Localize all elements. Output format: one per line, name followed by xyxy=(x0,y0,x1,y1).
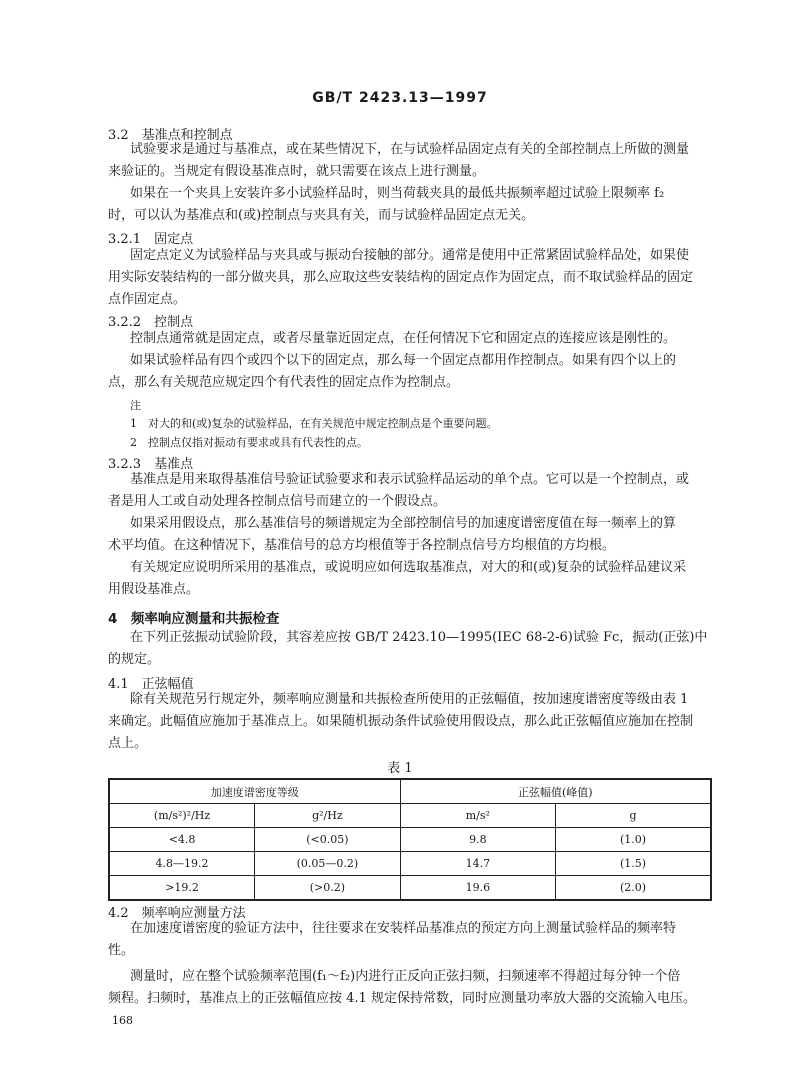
paragraph-line: 用假设基准点。 xyxy=(108,582,200,597)
paragraph-line: 如果试验样品有四个或四个以下的固定点，那么每一个固定点都用作控制点。如果有四个以上的 xyxy=(130,353,677,368)
table-cell: (2.0) xyxy=(556,876,711,901)
paragraph-line: 试验要求是通过与基准点，或在某些情况下，在与试验样品固定点有关的全部控制点上所做的测量 xyxy=(130,142,690,157)
table-group-header: 加速度谱密度等级 xyxy=(109,779,400,804)
page-number: 168 xyxy=(112,1014,133,1027)
table-cell: >19.2 xyxy=(109,876,255,901)
section-3-2-heading: 3.2 基准点和控制点 xyxy=(108,128,233,143)
table-cell: (<0.05) xyxy=(255,828,401,852)
table-row xyxy=(109,852,711,876)
table-cell: 4.8—19.2 xyxy=(109,852,255,876)
table-1 xyxy=(108,778,712,901)
table-cell: (1.5) xyxy=(556,852,711,876)
paragraph-line: 点，那么有关规范应规定四个有代表性的固定点作为控制点。 xyxy=(108,375,460,390)
note-item: 2 控制点仅指对振动有要求或具有代表性的点。 xyxy=(130,436,368,449)
table-cell: 9.8 xyxy=(400,828,555,852)
note-label: 注 xyxy=(130,399,141,412)
paragraph-line: 控制点通常就是固定点，或者尽量靠近固定点，在任何情况下它和固定点的连接应该是刚性的。 xyxy=(130,331,677,346)
table-column-header: (m/s²)²/Hz xyxy=(109,804,255,828)
paragraph-line: 如果在一个夹具上安装许多小试验样品时，则当荷载夹具的最低共振频率超过试验上限频率 f₂ xyxy=(130,186,665,201)
paragraph-line: 来确定。此幅值应施加于基准点上。如果随机振动条件试验使用假设点，那么此正弦幅值应施加在控制 xyxy=(108,714,694,729)
page-header-standard: GB/T 2423.13—1997 xyxy=(312,90,488,106)
paragraph-line: 用实际安装结构的一部分做夹具，那么应取这些安装结构的固定点作为固定点，而不取试验样品的固定 xyxy=(108,270,694,285)
section-4-1-heading: 4.1 正弦幅值 xyxy=(108,677,194,692)
paragraph-line: 频程。扫频时，基准点上的正弦幅值应按 4.1 规定保持常数，同时应测量功率放大器的交流输入电压。 xyxy=(108,991,696,1006)
table-row xyxy=(109,828,711,852)
table-cell: (1.0) xyxy=(556,828,711,852)
paragraph-line: 除有关规范另行规定外，频率响应测量和共振检查所使用的正弦幅值，按加速度谱密度等级由表 1 xyxy=(130,692,689,707)
table-column-header: g²/Hz xyxy=(255,804,401,828)
table-column-header: m/s² xyxy=(400,804,555,828)
table-cell: 14.7 xyxy=(400,852,555,876)
paragraph-line: 在加速度谱密度的验证方法中，往往要求在安装样品基准点的预定方向上测量试验样品的频率特 xyxy=(130,921,677,936)
note-item: 1 对大的和(或)复杂的试验样品，在有关规范中规定控制点是个重要问题。 xyxy=(130,417,498,430)
paragraph-line: 测量时，应在整个试验频率范围(f₁～f₂)内进行正反向正弦扫频，扫频速率不得超过每分钟一个倍 xyxy=(130,969,681,984)
table-row xyxy=(109,876,711,901)
table-column-header-row xyxy=(109,804,711,828)
paragraph-line: 点上。 xyxy=(108,736,148,751)
table-cell: (>0.2) xyxy=(255,876,401,901)
table-group-header-row xyxy=(109,779,711,804)
paragraph-line: 者是用人工或自动处理各控制点信号而建立的一个假设点。 xyxy=(108,494,447,509)
paragraph-line: 有关规定应说明所采用的基准点，或说明应如何选取基准点，对大的和(或)复杂的试验样品建议采 xyxy=(130,560,687,575)
table-column-header: g xyxy=(556,804,711,828)
paragraph-line: 点作固定点。 xyxy=(108,292,187,307)
table-cell: <4.8 xyxy=(109,828,255,852)
table-caption: 表 1 xyxy=(387,761,413,776)
table-cell: 19.6 xyxy=(400,876,555,901)
section-4-heading: 4 频率响应测量和共振检查 xyxy=(108,611,280,627)
section-3-2-3-heading: 3.2.3 基准点 xyxy=(108,457,194,472)
paragraph-line: 基准点是用来取得基准信号验证试验要求和表示试验样品运动的单个点。它可以是一个控制点，或 xyxy=(130,472,690,487)
paragraph-line: 性。 xyxy=(108,943,135,958)
section-3-2-2-heading: 3.2.2 控制点 xyxy=(108,315,194,330)
paragraph-line: 在下列正弦振动试验阶段，其容差应按 GB/T 2423.10—1995(IEC 68-2-6)试验 Fc，振动(正弦)中 xyxy=(130,630,708,645)
paragraph-line: 的规定。 xyxy=(108,652,161,667)
paragraph-line: 如果采用假设点，那么基准信号的频谱规定为全部控制信号的加速度谱密度值在每一频率上的算 xyxy=(130,516,677,531)
paragraph-line: 时，可以认为基准点和(或)控制点与夹具有关，而与试验样品固定点无关。 xyxy=(108,208,535,223)
section-4-2-heading: 4.2 频率响应测量方法 xyxy=(108,906,246,921)
paragraph-line: 来验证的。当规定有假设基准点时，就只需要在该点上进行测量。 xyxy=(108,164,486,179)
section-3-2-1-heading: 3.2.1 固定点 xyxy=(108,232,194,247)
table-cell: (0.05—0.2) xyxy=(255,852,401,876)
paragraph-line: 术平均值。在这种情况下，基准信号的总方均根值等于各控制点信号方均根值的方均根。 xyxy=(108,538,616,553)
paragraph-line: 固定点定义为试验样品与夹具或与振动台接触的部分。通常是使用中正常紧固试验样品处，如果使 xyxy=(130,248,690,263)
table-group-header: 正弦幅值(峰值) xyxy=(400,779,711,804)
